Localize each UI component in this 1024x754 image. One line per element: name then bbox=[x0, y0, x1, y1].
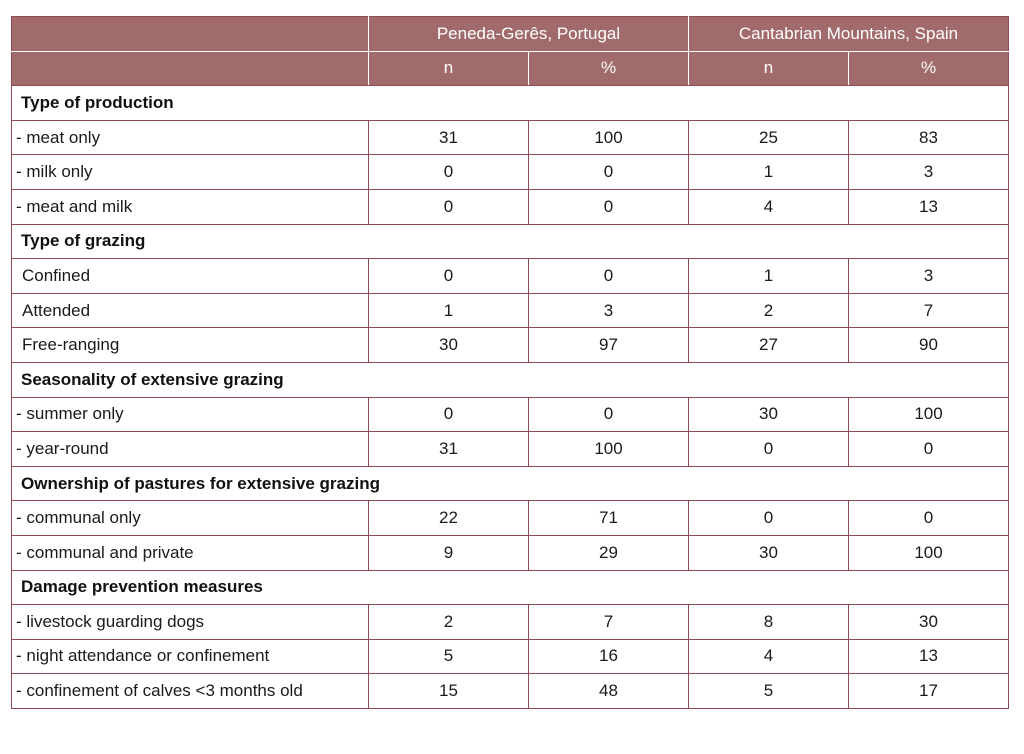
section-header-row bbox=[12, 86, 1009, 121]
table-cell-value: 30 bbox=[689, 535, 849, 570]
row-label: - meat only bbox=[12, 120, 369, 155]
header-subcol-percent: % bbox=[529, 51, 689, 86]
livestock-table bbox=[11, 16, 1009, 709]
header-row-subcols bbox=[12, 51, 1009, 86]
header-subcol-percent: % bbox=[849, 51, 1009, 86]
table-cell-value: 17 bbox=[849, 674, 1009, 709]
header-empty-cell bbox=[12, 51, 369, 86]
table-cell-value: 0 bbox=[529, 189, 689, 224]
table-cell-value: 16 bbox=[529, 639, 689, 674]
header-subcol-n: n bbox=[689, 51, 849, 86]
table-row bbox=[12, 535, 1009, 570]
table-cell-value: 100 bbox=[529, 120, 689, 155]
header-subcol-n: n bbox=[369, 51, 529, 86]
table-body bbox=[12, 86, 1009, 709]
row-label: - confinement of calves <3 months old bbox=[12, 674, 369, 709]
table-cell-value: 30 bbox=[369, 328, 529, 363]
table-cell-value: 31 bbox=[369, 432, 529, 467]
table-cell-value: 7 bbox=[849, 293, 1009, 328]
table-cell-value: 22 bbox=[369, 501, 529, 536]
table-cell-value: 2 bbox=[369, 605, 529, 640]
table-cell-value: 90 bbox=[849, 328, 1009, 363]
table-cell-value: 13 bbox=[849, 189, 1009, 224]
table-cell-value: 4 bbox=[689, 189, 849, 224]
table-cell-value: 5 bbox=[369, 639, 529, 674]
section-header-row bbox=[12, 224, 1009, 259]
table-cell-value: 100 bbox=[849, 397, 1009, 432]
table-cell-value: 25 bbox=[689, 120, 849, 155]
table-row bbox=[12, 293, 1009, 328]
table-row bbox=[12, 501, 1009, 536]
table-row bbox=[12, 155, 1009, 190]
table-cell-value: 1 bbox=[689, 155, 849, 190]
table-cell-value: 3 bbox=[849, 259, 1009, 294]
section-header-row bbox=[12, 362, 1009, 397]
table-cell-value: 30 bbox=[849, 605, 1009, 640]
row-label: - summer only bbox=[12, 397, 369, 432]
table-cell-value: 2 bbox=[689, 293, 849, 328]
table-cell-value: 83 bbox=[849, 120, 1009, 155]
row-label: - meat and milk bbox=[12, 189, 369, 224]
table-cell-value: 0 bbox=[369, 155, 529, 190]
table-cell-value: 71 bbox=[529, 501, 689, 536]
section-title: Type of grazing bbox=[12, 224, 1009, 259]
header-group-spain: Cantabrian Mountains, Spain bbox=[689, 17, 1009, 52]
table-cell-value: 0 bbox=[369, 259, 529, 294]
table-row bbox=[12, 639, 1009, 674]
table-cell-value: 31 bbox=[369, 120, 529, 155]
table-row bbox=[12, 328, 1009, 363]
table-cell-value: 0 bbox=[369, 189, 529, 224]
section-title: Seasonality of extensive grazing bbox=[12, 362, 1009, 397]
header-group-portugal: Peneda-Gerês, Portugal bbox=[369, 17, 689, 52]
table-cell-value: 1 bbox=[369, 293, 529, 328]
table-row bbox=[12, 432, 1009, 467]
table-cell-value: 0 bbox=[849, 432, 1009, 467]
table-cell-value: 13 bbox=[849, 639, 1009, 674]
section-title: Ownership of pastures for extensive grazing bbox=[12, 466, 1009, 501]
data-table-container bbox=[11, 16, 1007, 709]
table-cell-value: 7 bbox=[529, 605, 689, 640]
table-row bbox=[12, 674, 1009, 709]
section-header-row bbox=[12, 466, 1009, 501]
table-cell-value: 5 bbox=[689, 674, 849, 709]
table-cell-value: 0 bbox=[529, 155, 689, 190]
table-cell-value: 3 bbox=[849, 155, 1009, 190]
table-cell-value: 100 bbox=[529, 432, 689, 467]
table-cell-value: 3 bbox=[529, 293, 689, 328]
table-row bbox=[12, 120, 1009, 155]
table-cell-value: 0 bbox=[689, 432, 849, 467]
header-row-groups bbox=[12, 17, 1009, 52]
table-cell-value: 48 bbox=[529, 674, 689, 709]
row-label: Confined bbox=[12, 259, 369, 294]
header-empty-cell bbox=[12, 17, 369, 52]
row-label: - communal only bbox=[12, 501, 369, 536]
table-header bbox=[12, 17, 1009, 86]
table-row bbox=[12, 259, 1009, 294]
table-cell-value: 8 bbox=[689, 605, 849, 640]
row-label: - night attendance or confinement bbox=[12, 639, 369, 674]
row-label: - year-round bbox=[12, 432, 369, 467]
table-row bbox=[12, 397, 1009, 432]
table-cell-value: 15 bbox=[369, 674, 529, 709]
table-cell-value: 0 bbox=[689, 501, 849, 536]
table-cell-value: 0 bbox=[849, 501, 1009, 536]
section-title: Damage prevention measures bbox=[12, 570, 1009, 605]
table-cell-value: 0 bbox=[529, 397, 689, 432]
table-cell-value: 0 bbox=[529, 259, 689, 294]
table-cell-value: 0 bbox=[369, 397, 529, 432]
table-cell-value: 30 bbox=[689, 397, 849, 432]
section-header-row bbox=[12, 570, 1009, 605]
table-cell-value: 97 bbox=[529, 328, 689, 363]
row-label: Free-ranging bbox=[12, 328, 369, 363]
row-label: - livestock guarding dogs bbox=[12, 605, 369, 640]
section-title: Type of production bbox=[12, 86, 1009, 121]
row-label: - communal and private bbox=[12, 535, 369, 570]
table-row bbox=[12, 189, 1009, 224]
row-label: Attended bbox=[12, 293, 369, 328]
table-cell-value: 29 bbox=[529, 535, 689, 570]
table-cell-value: 1 bbox=[689, 259, 849, 294]
row-label: - milk only bbox=[12, 155, 369, 190]
table-row bbox=[12, 605, 1009, 640]
table-cell-value: 9 bbox=[369, 535, 529, 570]
table-cell-value: 27 bbox=[689, 328, 849, 363]
table-cell-value: 4 bbox=[689, 639, 849, 674]
table-cell-value: 100 bbox=[849, 535, 1009, 570]
